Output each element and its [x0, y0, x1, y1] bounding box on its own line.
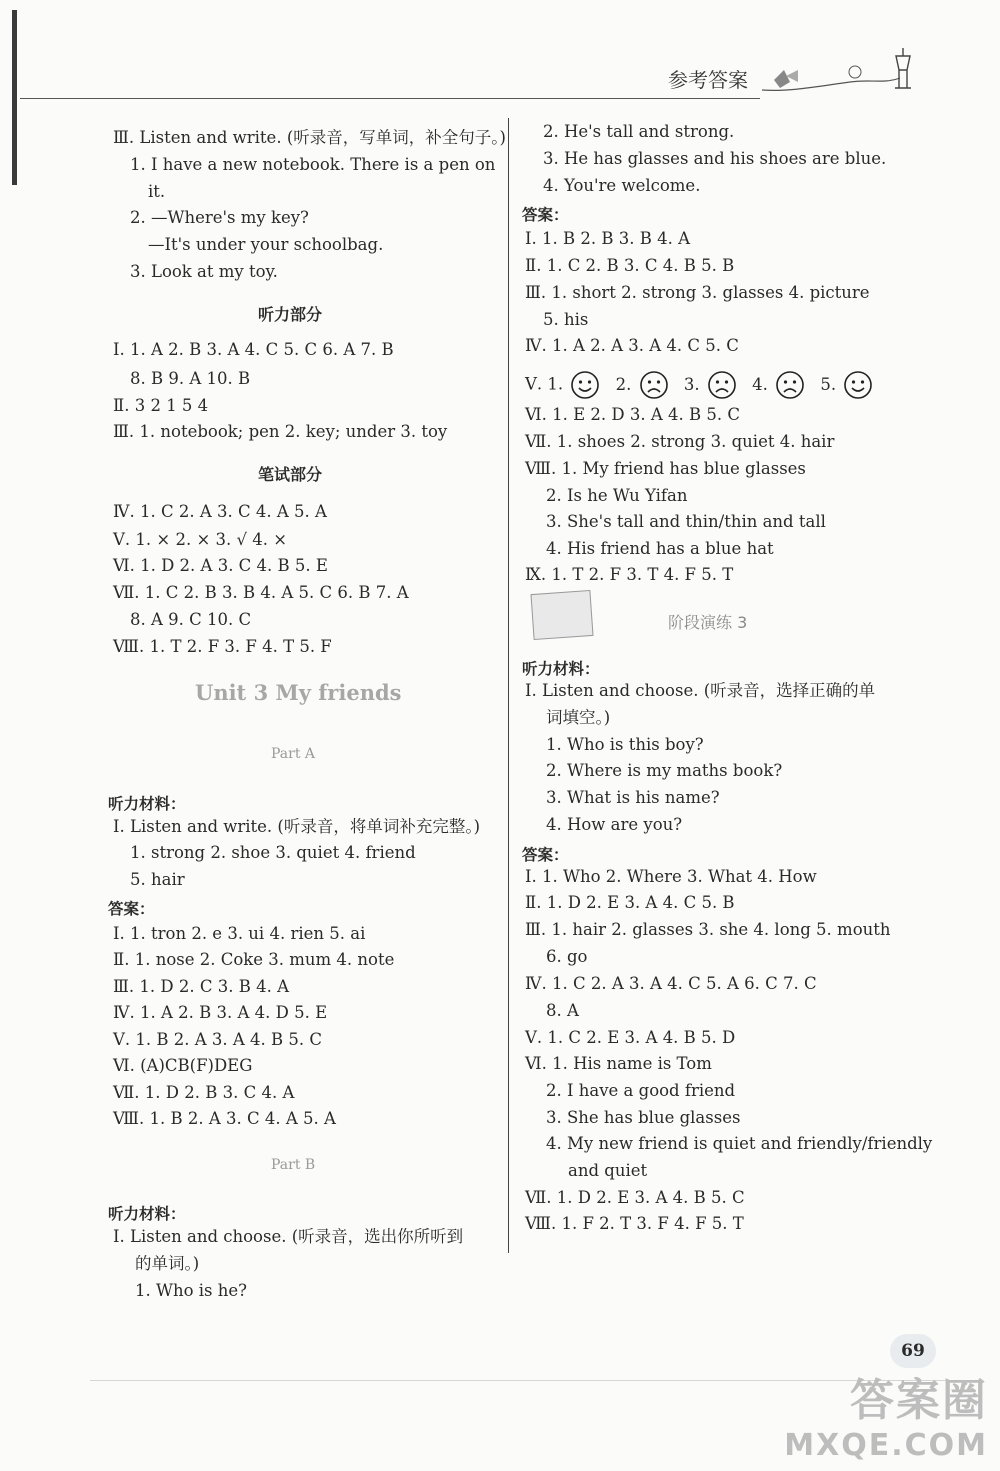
frown-face-icon [707, 370, 737, 400]
right-line: and quiet [568, 1161, 648, 1180]
left-line: Ⅷ. 1. T 2. F 3. F 4. T 5. F [113, 637, 332, 656]
right-line: Ⅶ. 1. shoes 2. strong 3. quiet 4. hair [525, 432, 835, 451]
right-line: 2. He's tall and strong. [543, 122, 735, 141]
left-line: Ⅷ. 1. B 2. A 3. C 4. A 5. A [113, 1109, 336, 1128]
watermark-url: MXQE.COM [784, 1428, 988, 1463]
right-line: Ⅸ. 1. T 2. F 3. T 4. F 5. T [525, 565, 734, 584]
right-line: Ⅷ. 1. My friend has blue glasses [525, 459, 806, 478]
faces-row-number: 2. [615, 374, 632, 394]
right-line: Ⅴ. 1. C 2. E 3. A 4. B 5. D [525, 1028, 736, 1047]
left-line: Ⅱ. 3 2 1 5 4 [113, 396, 209, 415]
right-line: 4. How are you? [546, 815, 683, 834]
label-listening-material: 听力材料： [108, 1205, 186, 1223]
right-line: 2. Where is my maths book? [546, 761, 783, 780]
left-line: Ⅲ. 1. D 2. C 3. B 4. A [113, 977, 289, 996]
right-line: Ⅲ. 1. hair 2. glasses 3. she 4. long 5. mouth [525, 920, 891, 939]
left-line: 1. Who is he? [135, 1281, 247, 1300]
right-line: Ⅱ. 1. D 2. E 3. A 4. C 5. B [525, 893, 735, 912]
left-line: 的单词。) [135, 1254, 200, 1273]
left-line: 5. hair [130, 870, 185, 889]
page-number: 69 [890, 1334, 936, 1368]
right-line: Ⅶ. 1. D 2. E 3. A 4. B 5. C [525, 1188, 745, 1207]
right-line: 3. She has blue glasses [546, 1108, 741, 1127]
section-heading-listening: 听力部分 [258, 305, 323, 324]
watermark-logo-text: 答案圈 [850, 1375, 988, 1426]
faces-row-number: 3. [683, 374, 700, 394]
left-line: Ⅰ. Listen and write. (听录音，将单词补充完整。) [113, 817, 481, 836]
section-heading-written: 笔试部分 [258, 465, 323, 484]
right-line: Ⅰ. 1. B 2. B 3. B 4. A [525, 229, 690, 248]
stamp-mark [530, 590, 593, 640]
left-line: Ⅰ. Listen and choose. (听录音，选出你所听到 [113, 1227, 464, 1246]
page-edge-shadow [12, 10, 17, 185]
left-line: —It's under your schoolbag. [148, 235, 384, 254]
right-line: 5. his [543, 310, 589, 329]
left-line: Ⅳ. 1. C 2. A 3. C 4. A 5. A [113, 502, 327, 521]
unit-title: Unit 3 My friends [195, 680, 402, 705]
label-listening-material: 听力材料： [522, 660, 600, 678]
right-line: 2. Is he Wu Yifan [546, 486, 688, 505]
right-line: Ⅱ. 1. C 2. B 3. C 4. B 5. B [525, 256, 735, 275]
left-line: Ⅶ. 1. C 2. B 3. B 4. A 5. C 6. B 7. A [113, 583, 409, 602]
smile-face-icon [570, 370, 600, 400]
left-line: Ⅰ. 1. A 2. B 3. A 4. C 5. C 6. A 7. B [113, 340, 394, 359]
left-line: Ⅵ. (A)CB(F)DEG [113, 1056, 253, 1075]
header-rule [20, 98, 760, 99]
right-line: 6. go [546, 947, 588, 966]
left-line: Ⅵ. 1. D 2. A 3. C 4. B 5. E [113, 556, 328, 575]
left-line: 8. B 9. A 10. B [130, 369, 251, 388]
right-line: Ⅳ. 1. C 2. A 3. A 4. C 5. A 6. C 7. C [525, 974, 817, 993]
watermark [784, 1364, 988, 1463]
label-listening-material: 听力材料： [108, 795, 186, 813]
right-line: 1. Who is this boy? [546, 735, 704, 754]
part-a-title: Part A [271, 746, 316, 762]
right-line: Ⅵ. 1. His name is Tom [525, 1054, 712, 1073]
frown-face-icon [639, 370, 669, 400]
left-line: 8. A 9. C 10. C [130, 610, 252, 629]
label-answers: 答案： [522, 846, 569, 864]
label-answers: 答案： [108, 900, 155, 918]
left-line: Ⅲ. Listen and write. (听录音，写单词，补全句子。) [113, 128, 506, 147]
faces-answer-row [525, 370, 873, 400]
left-line: 2. —Where's my key? [130, 208, 309, 227]
header-ornament-icon [760, 42, 930, 102]
left-line: 1. strong 2. shoe 3. quiet 4. friend [130, 843, 416, 862]
left-line: Ⅰ. 1. tron 2. e 3. ui 4. rien 5. ai [113, 924, 366, 943]
label-answers: 答案： [522, 206, 569, 224]
left-line: Ⅴ. 1. B 2. A 3. A 4. B 5. C [113, 1030, 323, 1049]
stage-title: 阶段演练 3 [668, 613, 748, 632]
right-line: 3. She's tall and thin/thin and tall [546, 512, 826, 531]
right-line: Ⅷ. 1. F 2. T 3. F 4. F 5. T [525, 1214, 744, 1233]
left-line: Ⅱ. 1. nose 2. Coke 3. mum 4. note [113, 950, 395, 969]
faces-row-number: 5. [820, 374, 837, 394]
right-line: Ⅰ. Listen and choose. (听录音，选择正确的单 [525, 681, 876, 700]
right-line: Ⅲ. 1. short 2. strong 3. glasses 4. picture [525, 283, 870, 302]
left-line: 1. I have a new notebook. There is a pen on [130, 155, 496, 174]
right-line: Ⅳ. 1. A 2. A 3. A 4. C 5. C [525, 336, 739, 355]
left-line: Ⅲ. 1. notebook; pen 2. key; under 3. toy [113, 422, 448, 441]
right-line: 4. You're welcome. [543, 176, 701, 195]
faces-row-prefix: Ⅴ. 1. [525, 374, 564, 394]
left-line: 3. Look at my toy. [130, 262, 278, 281]
page-header-title: 参考答案 [668, 68, 748, 92]
right-line: 4. His friend has a blue hat [546, 539, 774, 558]
frown-face-icon [775, 370, 805, 400]
right-line: Ⅰ. 1. Who 2. Where 3. What 4. How [525, 867, 817, 886]
left-line: Ⅴ. 1. × 2. × 3. √ 4. × [113, 530, 288, 549]
column-divider [508, 118, 509, 1253]
part-b-title: Part B [271, 1157, 316, 1173]
left-line: Ⅳ. 1. A 2. B 3. A 4. D 5. E [113, 1003, 328, 1022]
left-line: it. [148, 182, 166, 201]
right-line: 3. He has glasses and his shoes are blue. [543, 149, 887, 168]
right-line: Ⅵ. 1. E 2. D 3. A 4. B 5. C [525, 405, 740, 424]
faces-row-number: 4. [752, 374, 768, 394]
left-line: Ⅶ. 1. D 2. B 3. C 4. A [113, 1083, 295, 1102]
right-line: 8. A [546, 1001, 579, 1020]
right-line: 2. I have a good friend [546, 1081, 736, 1100]
right-line: 4. My new friend is quiet and friendly/friendly [546, 1134, 933, 1153]
right-line: 3. What is his name? [546, 788, 720, 807]
right-line: 词填空。) [546, 708, 611, 727]
smile-face-icon [843, 370, 873, 400]
